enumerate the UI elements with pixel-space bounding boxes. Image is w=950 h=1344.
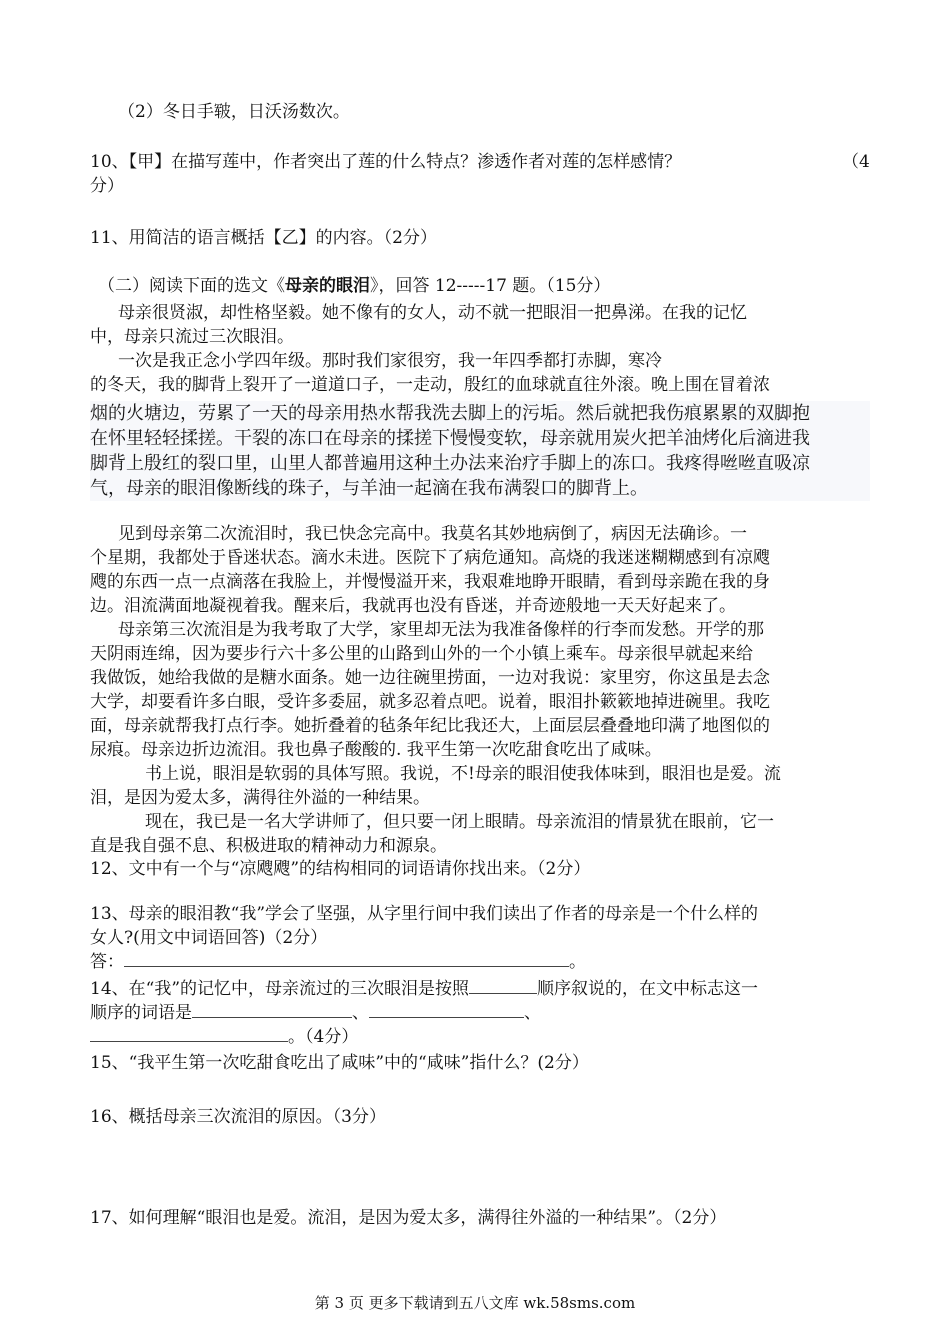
separator-2: 、 xyxy=(524,1003,541,1023)
passage-p3-line3: 飕的东西一点一点滴落在我脸上，并慢慢溢开来，我艰难地睁开眼睛，看到母亲跪在我的身 xyxy=(90,572,770,592)
question-14-line2 xyxy=(90,1002,870,1024)
passage-p2-scan-line3: 脚背上殷红的裂口里，山里人都普遍用这种土办法来治疗手脚上的冻口。我疼得咝咝直吸凉 xyxy=(90,453,810,474)
passage-p1-line1: 母亲很贤淑，却性格坚毅。她不像有的女人，动不就一把眼泪一把鼻涕。在我的记忆 xyxy=(118,303,747,323)
passage-p4-line6: 尿痕。母亲边折边流泪。我也鼻子酸酸的. 我平生第一次吃甜食吃出了咸味。 xyxy=(90,740,662,760)
passage-p2-line2: 的冬天，我的脚背上裂开了一道道口子，一走动，殷红的血球就直往外滚。晚上围在冒着浓 xyxy=(90,375,770,395)
question-10-score-a: （4 xyxy=(842,152,870,172)
passage-p4-line5: 面，母亲就帮我打点行李。她折叠着的毡条年纪比我还大，上面层层叠叠地印满了地图似的 xyxy=(90,716,770,736)
question-14-text-a: 14、在“我”的记忆中，母亲流过的三次眼泪是按照 xyxy=(90,979,470,999)
question-13-answer-row xyxy=(90,951,870,973)
question-12: 12、文中有一个与“凉飕飕”的结构相同的词语请你找出来。（2分） xyxy=(90,859,591,879)
order-blank[interactable] xyxy=(469,978,537,994)
passage-p6-line2: 直是我自强不息、积极进取的精神动力和源泉。 xyxy=(90,836,447,856)
question-13-line2: 女人?(用文中词语回答)（2分） xyxy=(90,928,328,948)
passage-p2-scan-line4: 气，母亲的眼泪像断线的珠子，与羊油一起滴在我布满裂口的脚背上。 xyxy=(90,478,648,499)
marker-word-blank-2[interactable] xyxy=(369,1002,524,1018)
question-10: 10、【甲】在描写莲中，作者突出了莲的什么特点？渗透作者对莲的怎样感情？ xyxy=(90,152,682,172)
passage-p4-line1: 母亲第三次流泪是为我考取了大学，家里却无法为我准备像样的行李而发愁。开学的那 xyxy=(118,620,764,640)
marker-word-blank-3[interactable] xyxy=(90,1026,288,1042)
section-2-heading xyxy=(98,275,878,297)
question-14-end: 。（4分） xyxy=(288,1027,359,1047)
section-2-suffix: 》，回答 12-----17 题。（15分） xyxy=(370,276,611,296)
question-14-text-b: 顺序叙说的，在文中标志这一 xyxy=(537,979,759,999)
question-14-line1 xyxy=(90,978,870,1000)
separator-1: 、 xyxy=(352,1003,369,1023)
passage-p2-scan-line2: 在怀里轻轻揉搓。干裂的冻口在母亲的揉搓下慢慢变软，母亲就用炭火把羊油烤化后滴进我 xyxy=(90,428,810,449)
question-14-text-c: 顺序的词语是 xyxy=(90,1003,192,1023)
passage-p3-line4: 边。泪流满面地凝视着我。醒来后，我就再也没有昏迷，并奇迹般地一天天好起来了。 xyxy=(90,596,736,616)
question-13-line1: 13、母亲的眼泪教“我”学会了坚强，从字里行间中我们读出了作者的母亲是一个什么样的 xyxy=(90,904,759,924)
answer-blank[interactable] xyxy=(124,951,569,967)
answer-label: 答： xyxy=(90,952,124,972)
question-16: 16、概括母亲三次流泪的原因。（3分） xyxy=(90,1107,386,1127)
passage-p4-line4: 大学，却要看许多白眼，受许多委屈，就多忍着点吧。说着，眼泪扑簌簌地掉进碗里。我吃 xyxy=(90,692,770,712)
passage-p2-line1: 一次是我正念小学四年级。那时我们家很穷，我一年四季都打赤脚，寒冷 xyxy=(118,351,662,371)
marker-word-blank-1[interactable] xyxy=(192,1002,352,1018)
passage-p4-line3: 我做饭，她给我做的是糖水面条。她一边往碗里捞面，一边对我说：家里穷，你这虽是去念 xyxy=(90,668,770,688)
page-footer: 第 3 页 更多下载请到五八文库 wk.58sms.com xyxy=(314,1294,636,1312)
passage-p5-line2: 泪，是因为爱太多，满得往外溢的一种结果。 xyxy=(90,788,430,808)
passage-p3-line1: 见到母亲第二次流泪时，我已快念完高中。我莫名其妙地病倒了，病因无法确诊。一 xyxy=(118,524,747,544)
passage-p5-line1: 书上说，眼泪是软弱的具体写照。我说，不!母亲的眼泪使我体味到，眼泪也是爱。流 xyxy=(145,764,781,784)
passage-p4-line2: 天阴雨连绵，因为要步行六十多公里的山路到山外的一个小镇上乘车。母亲很早就起来给 xyxy=(90,644,753,664)
passage-p1-line2: 中，母亲只流过三次眼泪。 xyxy=(90,327,294,347)
question-10-score-b: 分） xyxy=(90,176,124,196)
passage-p6-line1: 现在，我已是一名大学讲师了，但只要一闭上眼睛。母亲流泪的情景犹在眼前，它一 xyxy=(145,812,774,832)
question-9-item-2: （2）冬日手皲，日沃汤数次。 xyxy=(118,102,350,122)
scanned-text-block xyxy=(90,401,870,501)
question-11: 11、用简洁的语言概括【乙】的内容。（2分） xyxy=(90,228,437,248)
question-14-line3 xyxy=(90,1026,870,1048)
question-15: 15、“我平生第一次吃甜食吃出了咸味”中的“咸味”指什么？(2分） xyxy=(90,1053,589,1073)
answer-end: 。 xyxy=(569,952,586,972)
section-2-prefix: （二）阅读下面的选文《 xyxy=(98,276,285,296)
question-17: 17、如何理解“眼泪也是爱。流泪，是因为爱太多，满得往外溢的一种结果”。（2分） xyxy=(90,1208,727,1228)
passage-title: 母亲的眼泪 xyxy=(285,276,370,296)
passage-p2-scan-line1: 烟的火塘边，劳累了一天的母亲用热水帮我洗去脚上的污垢。然后就把我伤痕累累的双脚抱 xyxy=(90,403,810,424)
passage-p3-line2: 个星期，我都处于昏迷状态。滴水未进。医院下了病危通知。高烧的我迷迷糊糊感到有凉飕 xyxy=(90,548,770,568)
